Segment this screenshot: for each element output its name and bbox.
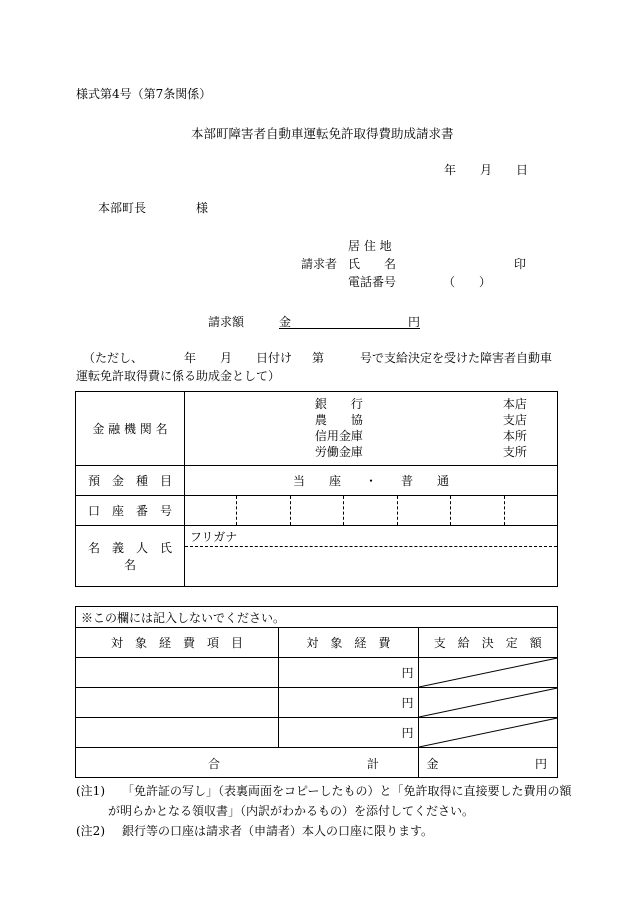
institution-types [315,396,363,460]
name-label: 氏 名 [348,257,397,271]
diagonal-line [419,688,557,717]
institution-type: 農 協 [314,413,363,427]
total-kin: 金 [426,757,439,771]
deposit-type-label: 預 金 種 目 [76,466,185,496]
expense-amount-cell[interactable]: 円 [279,658,418,688]
phone-parentheses: （ ） [443,275,492,289]
decision-amount-cell [418,718,557,748]
note1-line2: が明らかとなる領収書」（内訳がわかるもの）を添付してください。 [108,804,475,818]
date-month-label: 月 [480,163,493,177]
claim-amount-field [279,313,420,329]
total-label-cell [76,748,419,778]
account-number-label: 口 座 番 号 [76,496,185,526]
branch-type: 本店 [502,397,527,411]
header-expense-amount: 対 象 経 費 [279,628,418,658]
expense-item-cell[interactable] [76,688,279,718]
header-expense-item: 対 象 経 費 項 目 [76,628,279,658]
account-holder-label: 名 義 人 氏 名 [76,526,185,587]
expense-item-cell[interactable] [76,658,279,688]
note1-line1: 「免許証の写し」（表裏両面をコピーしたもの）と「免許取得に直接要した費用の額 [122,784,572,798]
claim-kin: 金 [279,315,292,329]
institution-field[interactable] [184,392,557,466]
bank-account-table [75,391,558,587]
expense-item-cell[interactable] [76,718,279,748]
form-title: 本部町障害者自動車運転免許取得費助成請求書 [191,126,454,141]
header-decision-amount: 支 給 決 定 額 [418,628,557,658]
branch-types [503,396,527,460]
expense-row [76,658,558,688]
institution-type: 信用金庫 [314,429,363,443]
account-digit-cell[interactable] [504,496,557,526]
account-digit-cell[interactable] [397,496,450,526]
account-digit-cell[interactable] [451,496,504,526]
proviso-rest: 号で支給決定を受けた障害者自動車 [360,351,553,365]
institution-label: 金 融 機 関 名 [76,392,185,466]
expense-amount-cell[interactable]: 円 [279,718,418,748]
proviso-line2: 運転免許取得費に係る助成金として） [76,369,281,383]
account-digit-cell[interactable] [290,496,343,526]
proviso-dated: 日付け [256,351,293,365]
decision-amount-cell [418,658,557,688]
proviso-no: 第 [312,351,325,365]
account-digit-cell[interactable] [184,496,236,526]
addressee-honorific: 様 [196,201,209,215]
account-digit-cell[interactable] [344,496,397,526]
decision-amount-cell [418,688,557,718]
note2-label: (注2) [76,824,105,838]
form-number: 様式第4号（第7条関係） [76,87,212,101]
proviso-month: 月 [220,351,233,365]
proviso-open: （ただし、 [83,351,144,365]
date-year-label: 年 [444,163,457,177]
holder-name-row[interactable] [185,547,557,586]
branch-type: 支店 [502,413,527,427]
claim-yen: 円 [407,315,420,329]
institution-type: 銀 行 [314,397,363,411]
address-label: 居 住 地 [348,239,392,253]
total-label-b: 計 [367,757,380,771]
proviso-year: 年 [184,351,197,365]
office-use-table [75,606,558,778]
claimant-label: 請求者 [301,257,338,271]
phone-label: 電話番号 [348,275,397,289]
office-notice: ※この欄には記入しないでください。 [76,607,558,628]
total-label-a: 合 [208,757,221,771]
diagonal-line [419,658,557,687]
account-holder-field[interactable] [184,526,557,587]
institution-type: 労働金庫 [314,445,363,459]
deposit-type-options[interactable]: 当 座 ・ 普 通 [184,466,557,496]
addressee-name: 本部町長 [98,201,147,215]
furigana-row[interactable] [185,526,557,547]
note1-label: (注1) [76,784,105,798]
date-day-label: 日 [516,163,529,177]
furigana-label: フリガナ [189,530,238,544]
branch-type: 支所 [502,445,527,459]
branch-type: 本所 [502,429,527,443]
expense-amount-cell[interactable]: 円 [279,688,418,718]
expense-row [76,718,558,748]
diagonal-line [419,718,557,747]
claim-amount-label: 請求額 [208,315,245,329]
account-digit-cell[interactable] [237,496,290,526]
note2-text: 銀行等の口座は請求者（申請者）本人の口座に限ります。 [122,824,434,838]
seal-mark: 印 [514,257,527,271]
total-amount-cell[interactable] [418,748,557,778]
expense-row [76,688,558,718]
total-yen: 円 [534,757,547,771]
